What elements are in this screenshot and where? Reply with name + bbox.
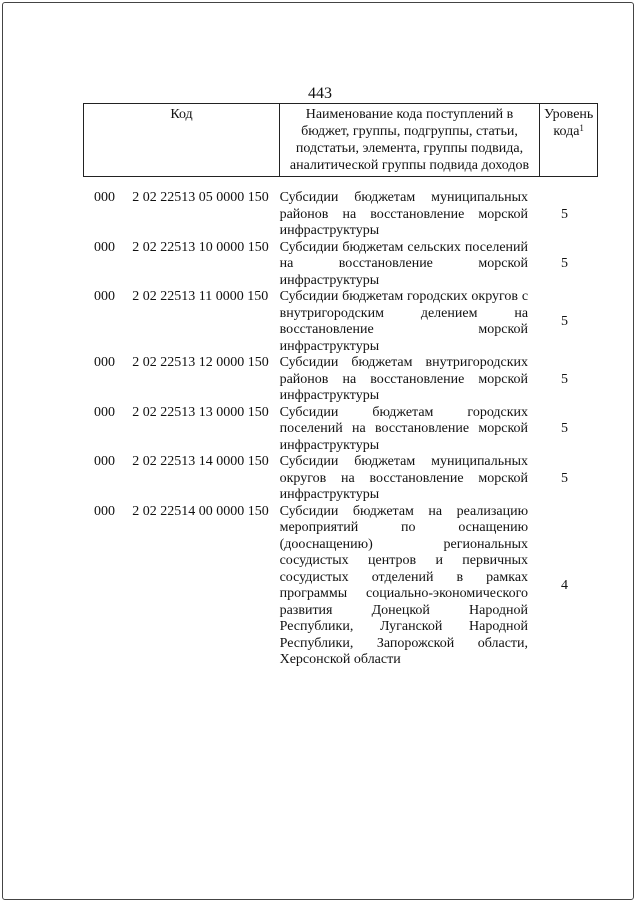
table-row xyxy=(83,355,593,405)
table-row xyxy=(83,190,593,240)
admin-code: 000 xyxy=(94,239,115,255)
revenue-name: Субсидии бюджетам сельских поселений на восстановление морской инфраструктуры xyxy=(279,239,529,288)
revenue-code: 2 02 22513 05 0000 150 xyxy=(132,190,269,205)
table-row xyxy=(83,289,593,355)
header-level-label: Уровень кода xyxy=(544,107,594,139)
table-row xyxy=(83,240,593,290)
table-body xyxy=(83,190,593,669)
revenue-name: Субсидии бюджетам муниципальных округов на восстановление морской инфраструктуры xyxy=(279,454,529,502)
code-level: 5 xyxy=(561,206,569,222)
revenue-name: Субсидии бюджетам муниципальных районов на восстановление морской инфраструктуры xyxy=(279,190,529,238)
revenue-name: Субсидии бюджетам городских округов с внутригородским делением на восстановление морской инфраструктуры xyxy=(279,289,529,354)
revenue-name: Субсидии бюджетам на реализацию мероприятий по оснащению (дооснащению) региональных сосудистых центров и первичных сосудистых отделений в рамках программы социально-экономического развития Донецкой Народной Республики, Луганской Народной Республики, Запорожской области, Херсонской области xyxy=(279,503,529,667)
table-row xyxy=(83,504,593,669)
code-level: 5 xyxy=(561,470,569,486)
admin-code: 000 xyxy=(94,404,115,420)
page-number: 443 xyxy=(308,85,332,102)
table-header xyxy=(83,103,598,177)
code-level: 4 xyxy=(561,577,569,593)
revenue-code: 2 02 22513 10 0000 150 xyxy=(132,239,269,255)
admin-code: 000 xyxy=(94,355,115,370)
code-level: 5 xyxy=(561,371,569,387)
code-level: 5 xyxy=(561,256,569,271)
revenue-name: Субсидии бюджетам внутригородских районов на восстановление морской инфраструктуры xyxy=(279,355,529,403)
header-code-label: Код xyxy=(170,107,193,122)
code-level: 5 xyxy=(561,421,569,436)
revenue-code: 2 02 22513 14 0000 150 xyxy=(132,454,269,469)
footnote-marker: 1 xyxy=(579,123,584,133)
code-level: 5 xyxy=(561,313,569,329)
admin-code: 000 xyxy=(94,503,115,519)
header-code xyxy=(84,104,280,177)
header-level xyxy=(540,104,598,177)
revenue-code: 2 02 22513 12 0000 150 xyxy=(132,355,269,370)
admin-code: 000 xyxy=(94,454,115,469)
revenue-code: 2 02 22513 11 0000 150 xyxy=(132,289,269,304)
admin-code: 000 xyxy=(94,190,115,205)
header-name xyxy=(280,104,540,177)
revenue-code: 2 02 22514 00 0000 150 xyxy=(132,503,269,519)
revenue-code: 2 02 22513 13 0000 150 xyxy=(132,404,269,420)
revenue-name: Субсидии бюджетам городских поселений на восстановление морской инфраструктуры xyxy=(279,404,529,453)
header-name-label: Наименование кода поступлений в бюджет, группы, подгруппы, статьи, подстатьи, элемента, группы подвида, аналитической группы подвида доходов xyxy=(289,107,530,173)
table-row xyxy=(83,405,593,455)
admin-code: 000 xyxy=(94,289,115,304)
table-row xyxy=(83,454,593,504)
